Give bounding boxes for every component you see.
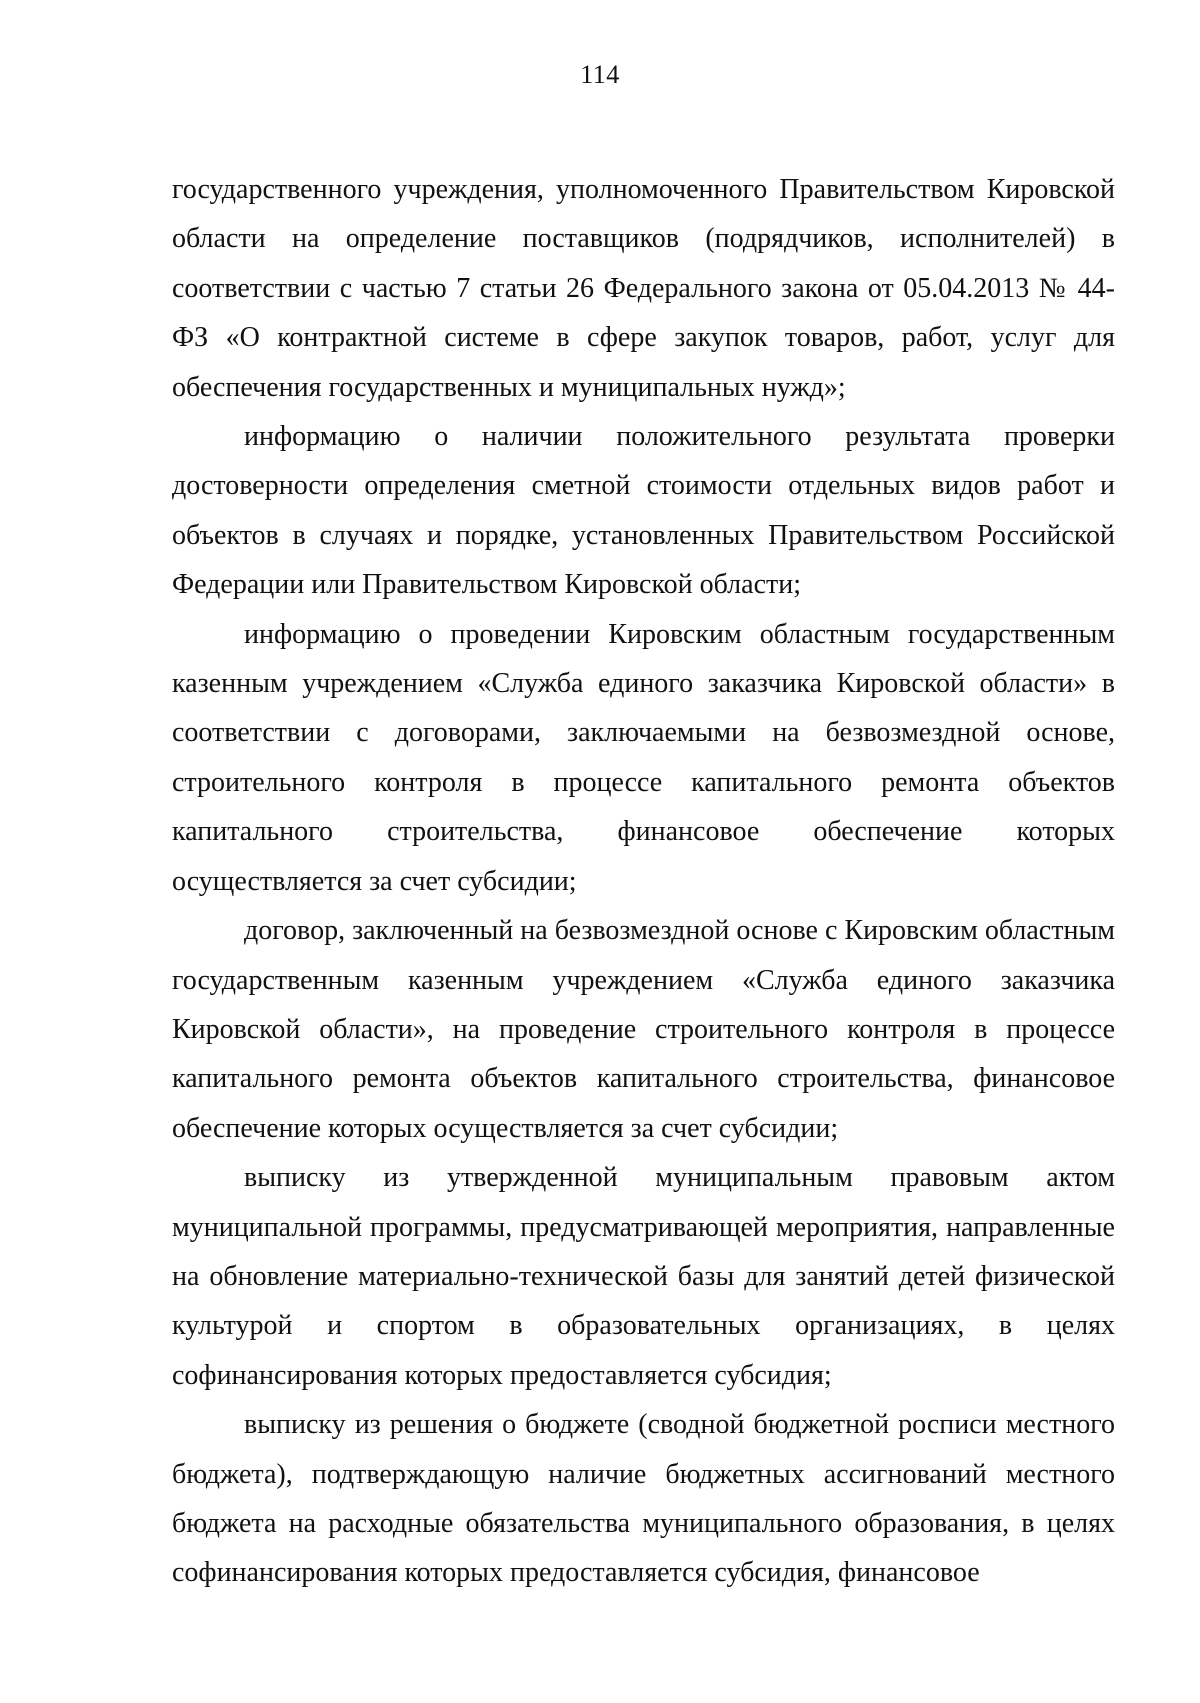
paragraph-municipal-program-extract: выписку из утвержденной муниципальным правовым актом муниципальной программы, предусматривающей мероприятия, направленные на обновление материально-технической базы для занятий детей физической культурой и спортом в образовательных организациях, в целях софинансирования которых предоставляется субсидия; [172,1162,1115,1391]
paragraph-agreement: договор, заключенный на безвозмездной основе с Кировским областным государственным казенным учреждением «Служба единого заказчика Кировской области», на проведение строительного контроля в процессе капитального ремонта объектов капитального строительства, финансовое обеспечение которых осуществляется за счет субсидии; [172,915,1115,1144]
document-body [172,165,1115,1598]
page-number: 114 [580,60,620,89]
paragraph-budget-extract: выписку из решения о бюджете (сводной бюджетной росписи местного бюджета), подтверждающую наличие бюджетных ассигнований местного бюджета на расходные обязательства муниципального образования, в целях софинансирования которых предоставляется субсидия, финансовое [172,1409,1115,1589]
paragraph-construction-control-info: информацию о проведении Кировским областным государственным казенным учреждением «Служба единого заказчика Кировской области» в соответствии с договорами, заключаемыми на безвозмездной основе, строительного контроля в процессе капитального ремонта объектов капитального строительства, финансовое обеспечение которых осуществляется за счет субсидии; [172,618,1115,897]
paragraph-verification-info: информацию о наличии положительного результата проверки достоверности определения сметной стоимости отдельных видов работ и объектов в случаях и порядке, установленных Правительством Российской Федерации или Правительством Кировской области; [172,421,1115,601]
paragraph-continuation: государственного учреждения, уполномоченного Правительством Кировской области на определение поставщиков (подрядчиков, исполнителей) в соответствии с частью 7 статьи 26 Федерального закона от 05.04.2013 № 44-ФЗ «О контрактной системе в сфере закупок товаров, работ, услуг для обеспечения государственных и муниципальных нужд»; [172,174,1115,403]
